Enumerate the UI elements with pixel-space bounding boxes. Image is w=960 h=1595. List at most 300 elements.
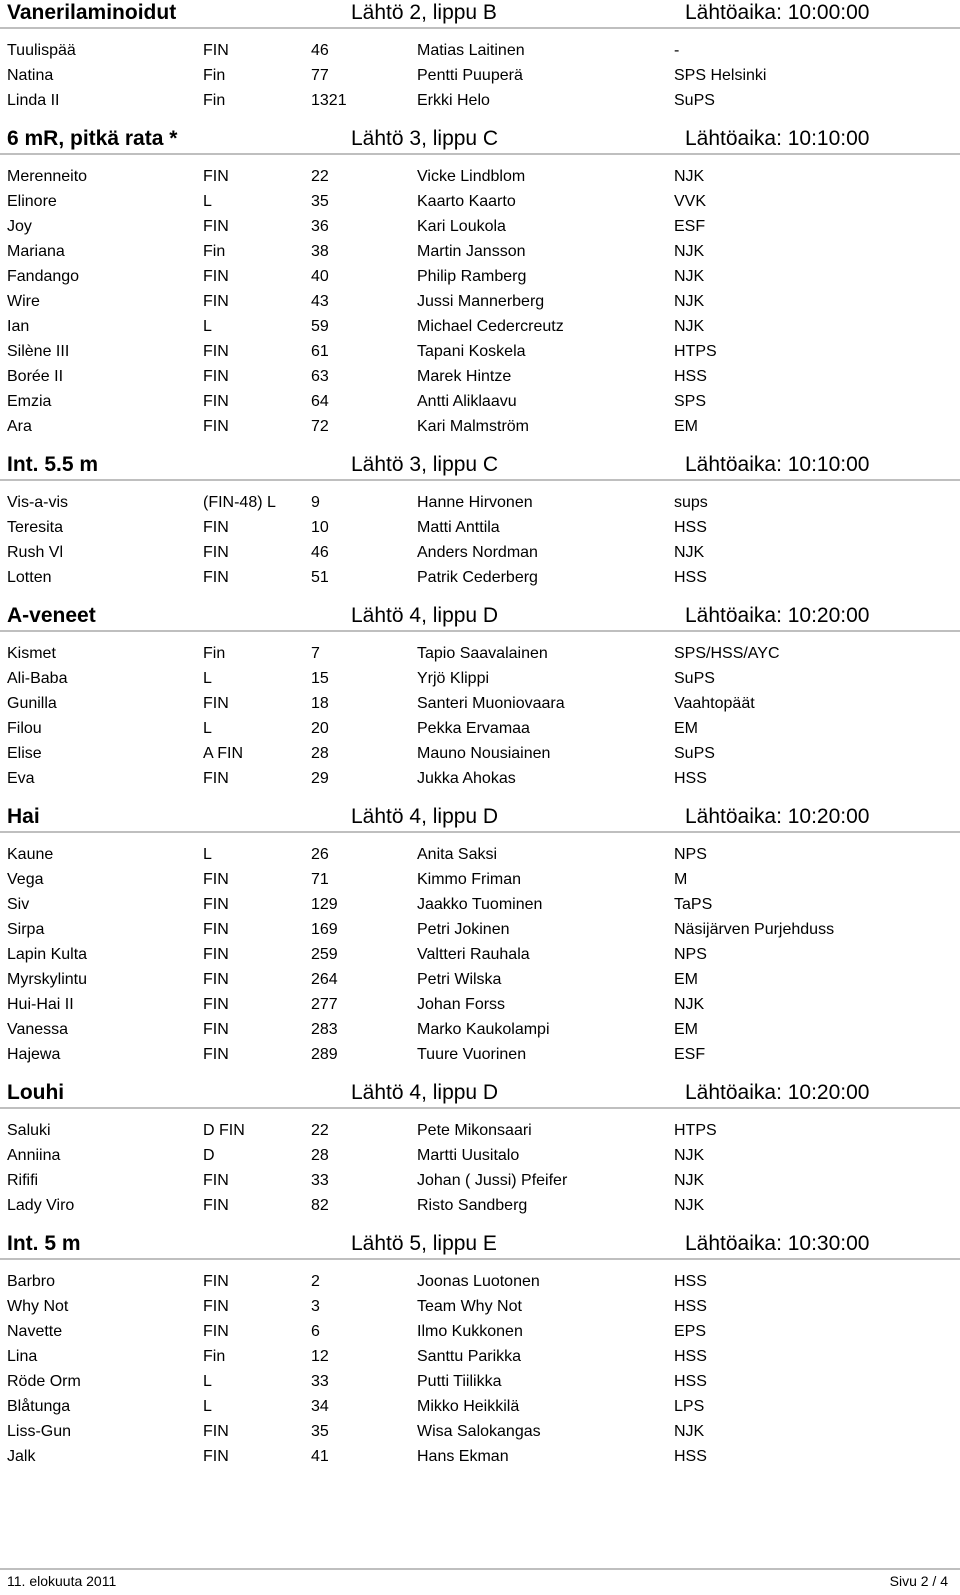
skipper-name: Yrjö Klippi xyxy=(417,670,490,687)
nationality: L xyxy=(203,720,212,737)
nationality: D FIN xyxy=(203,1122,245,1139)
sail-number: 129 xyxy=(311,896,338,913)
club-name: HTPS xyxy=(674,1122,717,1139)
nationality: FIN xyxy=(203,1021,229,1038)
entry-row xyxy=(0,1394,960,1419)
boat-name: Ian xyxy=(7,318,30,335)
sail-number: 43 xyxy=(311,293,329,310)
sail-number: 46 xyxy=(311,42,329,59)
boat-name: Elinore xyxy=(7,193,57,210)
entry-list xyxy=(0,1260,960,1482)
nationality: FIN xyxy=(203,268,229,285)
sail-number: 259 xyxy=(311,946,338,963)
boat-name: Barbro xyxy=(7,1273,56,1290)
skipper-name: Vicke Lindblom xyxy=(417,168,526,185)
nationality: L xyxy=(203,193,212,210)
sail-number: 77 xyxy=(311,67,329,84)
club-name: NJK xyxy=(674,1197,705,1214)
sail-number: 22 xyxy=(311,1122,329,1139)
boat-name: Silène III xyxy=(7,343,70,360)
entry-row xyxy=(0,1369,960,1394)
sail-number: 28 xyxy=(311,1147,329,1164)
club-name: NJK xyxy=(674,243,705,260)
entry-row xyxy=(0,716,960,741)
sail-number: 22 xyxy=(311,168,329,185)
club-name: NJK xyxy=(674,1423,705,1440)
club-name: EM xyxy=(674,1021,698,1038)
nationality: FIN xyxy=(203,1046,229,1063)
sail-number: 9 xyxy=(311,494,320,511)
entry-row xyxy=(0,641,960,666)
club-name: NJK xyxy=(674,1172,705,1189)
nationality: FIN xyxy=(203,1448,229,1465)
nationality: FIN xyxy=(203,695,229,712)
nationality: FIN xyxy=(203,218,229,235)
club-name: VVK xyxy=(674,193,707,210)
entry-row xyxy=(0,942,960,967)
sail-number: 82 xyxy=(311,1197,329,1214)
skipper-name: Michael Cedercreutz xyxy=(417,318,564,335)
boat-name: Wire xyxy=(7,293,40,310)
club-name: NJK xyxy=(674,168,705,185)
boat-name: Lotten xyxy=(7,569,52,586)
nationality: L xyxy=(203,1373,212,1390)
club-name: EPS xyxy=(674,1323,707,1340)
start-group: Lähtö 5, lippu E xyxy=(351,1232,497,1255)
club-name: HSS xyxy=(674,1448,707,1465)
sail-number: 33 xyxy=(311,1172,329,1189)
club-name: LPS xyxy=(674,1398,705,1415)
entry-row xyxy=(0,1193,960,1218)
nationality: Fin xyxy=(203,92,226,109)
sail-number: 12 xyxy=(311,1348,329,1365)
club-name: HSS xyxy=(674,368,707,385)
skipper-name: Risto Sandberg xyxy=(417,1197,528,1214)
sail-number: 169 xyxy=(311,921,338,938)
skipper-name: Johan Forss xyxy=(417,996,506,1013)
boat-name: Blåtunga xyxy=(7,1398,71,1415)
entry-row xyxy=(0,515,960,540)
boat-name: Siv xyxy=(7,896,30,913)
start-group: Lähtö 3, lippu C xyxy=(351,453,499,476)
boat-name: Hui-Hai II xyxy=(7,996,74,1013)
entry-row xyxy=(0,1419,960,1444)
boat-name: Vis-a-vis xyxy=(7,494,69,511)
boat-name: Tuulispää xyxy=(7,42,76,59)
entry-row xyxy=(0,992,960,1017)
boat-name: Joy xyxy=(7,218,32,235)
sail-number: 33 xyxy=(311,1373,329,1390)
club-name: sups xyxy=(674,494,708,511)
entry-row xyxy=(0,1294,960,1319)
class-name: 6 mR, pitkä rata * xyxy=(7,127,178,150)
sail-number: 3 xyxy=(311,1298,320,1315)
sail-number: 28 xyxy=(311,745,329,762)
sail-number: 35 xyxy=(311,193,329,210)
sail-number: 7 xyxy=(311,645,320,662)
start-time: Lähtöaika: 10:30:00 xyxy=(685,1232,870,1255)
entry-list xyxy=(0,1109,960,1231)
sail-number: 71 xyxy=(311,871,329,888)
skipper-name: Martti Uusitalo xyxy=(417,1147,520,1164)
sail-number: 63 xyxy=(311,368,329,385)
entry-row xyxy=(0,842,960,867)
skipper-name: Mikko Heikkilä xyxy=(417,1398,520,1415)
entry-row xyxy=(0,766,960,791)
boat-name: Vanessa xyxy=(7,1021,69,1038)
entry-row xyxy=(0,1319,960,1344)
entry-row xyxy=(0,1444,960,1469)
sail-number: 61 xyxy=(311,343,329,360)
club-name: SuPS xyxy=(674,670,715,687)
club-name: SPS xyxy=(674,393,707,410)
nationality: Fin xyxy=(203,67,226,84)
sail-number: 36 xyxy=(311,218,329,235)
entry-row xyxy=(0,565,960,590)
entry-row xyxy=(0,1168,960,1193)
class-name: Vanerilaminoidut xyxy=(7,1,177,24)
entry-list xyxy=(0,833,960,1080)
club-name: ESF xyxy=(674,1046,706,1063)
entry-row xyxy=(0,1118,960,1143)
boat-name: Mariana xyxy=(7,243,65,260)
nationality: FIN xyxy=(203,544,229,561)
club-name: M xyxy=(674,871,688,888)
boat-name: Myrskylintu xyxy=(7,971,88,988)
skipper-name: Antti Aliklaavu xyxy=(417,393,517,410)
entry-row xyxy=(0,867,960,892)
skipper-name: Johan ( Jussi) Pfeifer xyxy=(417,1172,568,1189)
club-name: Näsijärven Purjehduss xyxy=(674,921,835,938)
entry-row xyxy=(0,1042,960,1067)
nationality: FIN xyxy=(203,996,229,1013)
start-group: Lähtö 3, lippu C xyxy=(351,127,499,150)
skipper-name: Philip Ramberg xyxy=(417,268,527,285)
sail-number: 15 xyxy=(311,670,329,687)
club-name: HSS xyxy=(674,519,707,536)
nationality: FIN xyxy=(203,971,229,988)
club-name: NJK xyxy=(674,268,705,285)
skipper-name: Martin Jansson xyxy=(417,243,526,260)
class-header xyxy=(0,804,960,833)
boat-name: Rush Vl xyxy=(7,544,64,561)
nationality: Fin xyxy=(203,243,226,260)
nationality: FIN xyxy=(203,418,229,435)
nationality: Fin xyxy=(203,645,226,662)
skipper-name: Santeri Muoniovaara xyxy=(417,695,565,712)
sail-number: 6 xyxy=(311,1323,320,1340)
boat-name: Linda II xyxy=(7,92,60,109)
skipper-name: Joonas Luotonen xyxy=(417,1273,540,1290)
entry-row xyxy=(0,1269,960,1294)
skipper-name: Patrik Cederberg xyxy=(417,569,538,586)
start-group: Lähtö 4, lippu D xyxy=(351,1081,499,1104)
boat-name: Filou xyxy=(7,720,42,737)
sail-number: 29 xyxy=(311,770,329,787)
skipper-name: Pete Mikonsaari xyxy=(417,1122,532,1139)
skipper-name: Anders Nordman xyxy=(417,544,538,561)
nationality: FIN xyxy=(203,1273,229,1290)
boat-name: Röde Orm xyxy=(7,1373,81,1390)
sail-number: 38 xyxy=(311,243,329,260)
skipper-name: Pentti Puuperä xyxy=(417,67,523,84)
skipper-name: Hans Ekman xyxy=(417,1448,509,1465)
sail-number: 277 xyxy=(311,996,338,1013)
start-group: Lähtö 2, lippu B xyxy=(351,1,497,24)
sail-number: 264 xyxy=(311,971,338,988)
sail-number: 40 xyxy=(311,268,329,285)
skipper-name: Matti Anttila xyxy=(417,519,500,536)
boat-name: Lapin Kulta xyxy=(7,946,88,963)
club-name: EM xyxy=(674,418,698,435)
boat-name: Ara xyxy=(7,418,32,435)
sail-number: 46 xyxy=(311,544,329,561)
club-name: SuPS xyxy=(674,92,715,109)
entry-list xyxy=(0,155,960,452)
skipper-name: Matias Laitinen xyxy=(417,42,525,59)
skipper-name: Marek Hintze xyxy=(417,368,512,385)
boat-name: Merenneito xyxy=(7,168,88,185)
class-name: Int. 5 m xyxy=(7,1232,81,1255)
entry-list xyxy=(0,481,960,603)
club-name: TaPS xyxy=(674,896,713,913)
entry-row xyxy=(0,389,960,414)
sail-number: 64 xyxy=(311,393,329,410)
club-name: NJK xyxy=(674,996,705,1013)
boat-name: Lina xyxy=(7,1348,38,1365)
nationality: FIN xyxy=(203,1323,229,1340)
boat-name: Elise xyxy=(7,745,42,762)
start-time: Lähtöaika: 10:00:00 xyxy=(685,1,870,24)
skipper-name: Tuure Vuorinen xyxy=(417,1046,527,1063)
skipper-name: Tapani Koskela xyxy=(417,343,526,360)
boat-name: Kismet xyxy=(7,645,56,662)
entry-list xyxy=(0,632,960,804)
nationality: FIN xyxy=(203,368,229,385)
sail-number: 1321 xyxy=(311,92,347,109)
class-header xyxy=(0,452,960,481)
entry-row xyxy=(0,967,960,992)
boat-name: Fandango xyxy=(7,268,80,285)
entry-row xyxy=(0,38,960,63)
entry-row xyxy=(0,214,960,239)
sail-number: 20 xyxy=(311,720,329,737)
nationality: L xyxy=(203,318,212,335)
nationality: FIN xyxy=(203,519,229,536)
entry-row xyxy=(0,289,960,314)
entry-row xyxy=(0,239,960,264)
footer-page-number: Sivu 2 / 4 xyxy=(889,1573,948,1589)
skipper-name: Erkki Helo xyxy=(417,92,490,109)
entry-row xyxy=(0,264,960,289)
entry-row xyxy=(0,189,960,214)
entry-row xyxy=(0,741,960,766)
club-name: SuPS xyxy=(674,745,715,762)
club-name: NPS xyxy=(674,846,707,863)
skipper-name: Mauno Nousiainen xyxy=(417,745,551,762)
skipper-name: Kari Loukola xyxy=(417,218,506,235)
skipper-name: Marko Kaukolampi xyxy=(417,1021,550,1038)
club-name: HSS xyxy=(674,770,707,787)
class-name: A-veneet xyxy=(7,604,96,627)
skipper-name: Jussi Mannerberg xyxy=(417,293,545,310)
boat-name: Emzia xyxy=(7,393,52,410)
entry-row xyxy=(0,490,960,515)
skipper-name: Hanne Hirvonen xyxy=(417,494,533,511)
skipper-name: Kaarto Kaarto xyxy=(417,193,516,210)
boat-name: Liss-Gun xyxy=(7,1423,72,1440)
sail-number: 72 xyxy=(311,418,329,435)
club-name: NPS xyxy=(674,946,707,963)
entry-row xyxy=(0,1017,960,1042)
footer-date: 11. elokuuta 2011 xyxy=(7,1573,117,1589)
entry-row xyxy=(0,63,960,88)
skipper-name: Team Why Not xyxy=(417,1298,522,1315)
club-name: HSS xyxy=(674,1298,707,1315)
nationality: FIN xyxy=(203,1172,229,1189)
nationality: L xyxy=(203,846,212,863)
sail-number: 34 xyxy=(311,1398,329,1415)
skipper-name: Jukka Ahokas xyxy=(417,770,516,787)
club-name: ESF xyxy=(674,218,706,235)
skipper-name: Santtu Parikka xyxy=(417,1348,522,1365)
boat-name: Hajewa xyxy=(7,1046,61,1063)
sail-number: 289 xyxy=(311,1046,338,1063)
nationality: FIN xyxy=(203,1423,229,1440)
entry-row xyxy=(0,314,960,339)
start-time: Lähtöaika: 10:20:00 xyxy=(685,805,870,828)
sail-number: 51 xyxy=(311,569,329,586)
nationality: FIN xyxy=(203,168,229,185)
club-name: SPS/HSS/AYC xyxy=(674,645,780,662)
nationality: D xyxy=(203,1147,215,1164)
nationality: FIN xyxy=(203,1298,229,1315)
skipper-name: Wisa Salokangas xyxy=(417,1423,541,1440)
sail-number: 18 xyxy=(311,695,329,712)
class-header xyxy=(0,0,960,29)
boat-name: Why Not xyxy=(7,1298,69,1315)
class-header xyxy=(0,1231,960,1260)
boat-name: Sirpa xyxy=(7,921,45,938)
nationality: L xyxy=(203,670,212,687)
nationality: (FIN-48) L xyxy=(203,494,276,511)
sail-number: 26 xyxy=(311,846,329,863)
class-header xyxy=(0,603,960,632)
nationality: FIN xyxy=(203,896,229,913)
club-name: NJK xyxy=(674,318,705,335)
skipper-name: Kari Malmström xyxy=(417,418,530,435)
start-time: Lähtöaika: 10:10:00 xyxy=(685,127,870,150)
class-header xyxy=(0,1080,960,1109)
start-group: Lähtö 4, lippu D xyxy=(351,604,499,627)
entry-row xyxy=(0,917,960,942)
boat-name: Gunilla xyxy=(7,695,57,712)
entry-row xyxy=(0,666,960,691)
boat-name: Borée II xyxy=(7,368,64,385)
club-name: HTPS xyxy=(674,343,717,360)
entry-row xyxy=(0,691,960,716)
skipper-name: Anita Saksi xyxy=(417,846,498,863)
club-name: NJK xyxy=(674,1147,705,1164)
skipper-name: Petri Jokinen xyxy=(417,921,510,938)
skipper-name: Tapio Saavalainen xyxy=(417,645,548,662)
start-time: Lähtöaika: 10:20:00 xyxy=(685,604,870,627)
skipper-name: Valtteri Rauhala xyxy=(417,946,530,963)
entry-row xyxy=(0,164,960,189)
nationality: FIN xyxy=(203,1197,229,1214)
class-name: Louhi xyxy=(7,1081,65,1104)
sail-number: 2 xyxy=(311,1273,320,1290)
nationality: FIN xyxy=(203,343,229,360)
club-name: SPS Helsinki xyxy=(674,67,767,84)
boat-name: Navette xyxy=(7,1323,63,1340)
club-name: NJK xyxy=(674,293,705,310)
nationality: Fin xyxy=(203,1348,226,1365)
boat-name: Ali-Baba xyxy=(7,670,68,687)
nationality: L xyxy=(203,1398,212,1415)
sail-number: 59 xyxy=(311,318,329,335)
boat-name: Kaune xyxy=(7,846,54,863)
boat-name: Anniina xyxy=(7,1147,61,1164)
boat-name: Saluki xyxy=(7,1122,51,1139)
nationality: FIN xyxy=(203,293,229,310)
boat-name: Vega xyxy=(7,871,44,888)
entry-row xyxy=(0,339,960,364)
nationality: A FIN xyxy=(203,745,244,762)
sail-number: 10 xyxy=(311,519,329,536)
boat-name: Natina xyxy=(7,67,54,84)
nationality: FIN xyxy=(203,946,229,963)
club-name: - xyxy=(674,42,680,59)
nationality: FIN xyxy=(203,393,229,410)
nationality: FIN xyxy=(203,569,229,586)
entry-row xyxy=(0,1344,960,1369)
start-group: Lähtö 4, lippu D xyxy=(351,805,499,828)
club-name: NJK xyxy=(674,544,705,561)
skipper-name: Petri Wilska xyxy=(417,971,502,988)
sail-number: 283 xyxy=(311,1021,338,1038)
boat-name: Rififi xyxy=(7,1172,39,1189)
entry-row xyxy=(0,364,960,389)
club-name: HSS xyxy=(674,1348,707,1365)
entry-row xyxy=(0,1143,960,1168)
entry-row xyxy=(0,540,960,565)
sail-number: 35 xyxy=(311,1423,329,1440)
start-time: Lähtöaika: 10:10:00 xyxy=(685,453,870,476)
club-name: HSS xyxy=(674,569,707,586)
nationality: FIN xyxy=(203,871,229,888)
skipper-name: Kimmo Friman xyxy=(417,871,522,888)
class-name: Int. 5.5 m xyxy=(7,453,99,476)
page-footer xyxy=(0,1568,960,1595)
boat-name: Jalk xyxy=(7,1448,36,1465)
entry-list xyxy=(0,29,960,126)
club-name: HSS xyxy=(674,1373,707,1390)
nationality: FIN xyxy=(203,42,229,59)
sail-number: 41 xyxy=(311,1448,329,1465)
entry-row xyxy=(0,892,960,917)
skipper-name: Putti Tiilikka xyxy=(417,1373,502,1390)
boat-name: Eva xyxy=(7,770,35,787)
boat-name: Teresita xyxy=(7,519,64,536)
club-name: EM xyxy=(674,971,698,988)
nationality: FIN xyxy=(203,921,229,938)
boat-name: Lady Viro xyxy=(7,1197,75,1214)
class-name: Hai xyxy=(7,805,40,828)
skipper-name: Pekka Ervamaa xyxy=(417,720,530,737)
club-name: HSS xyxy=(674,1273,707,1290)
nationality: FIN xyxy=(203,770,229,787)
